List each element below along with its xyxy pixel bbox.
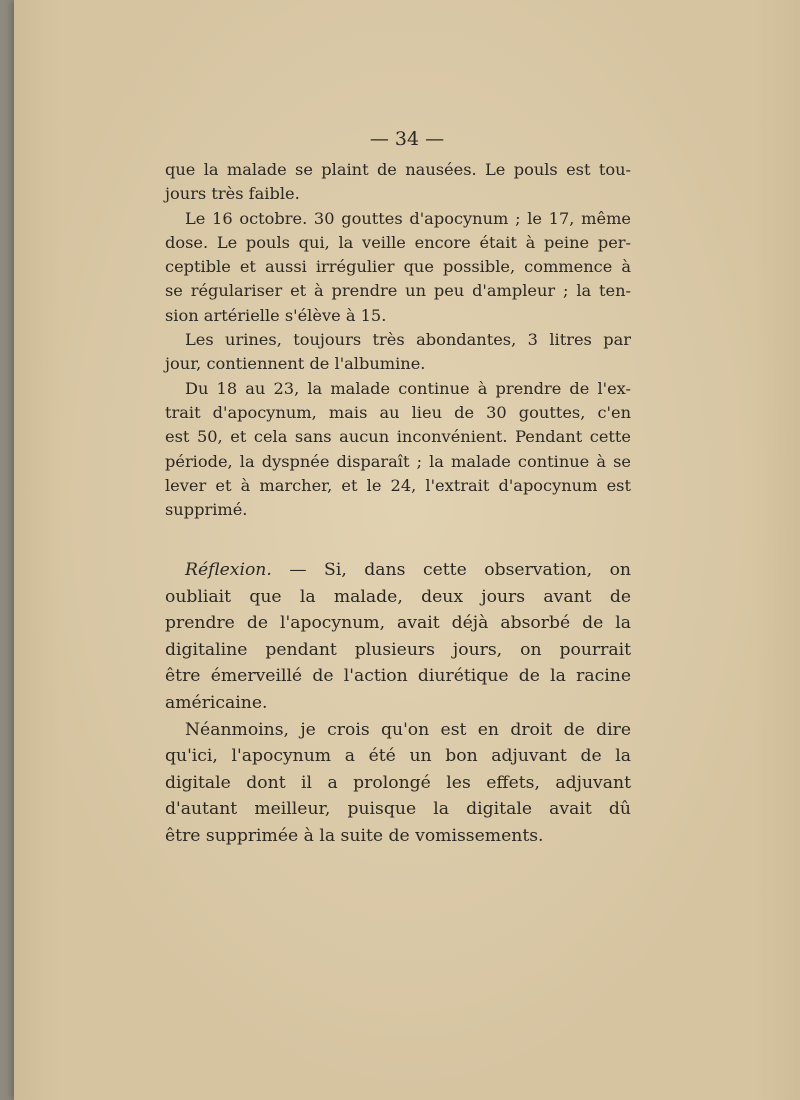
text-line: dose. Le pouls qui, la veille encore était à peine per- — [165, 232, 631, 252]
text-line: digitale dont il a prolongé les effets, adjuvant — [165, 772, 631, 793]
page-number: — 34 — — [369, 128, 445, 150]
text-line: période, la dyspnée disparaît ; la malade continue à se — [165, 451, 631, 471]
text-line: d'autant meilleur, puisque la digitale avait dû — [165, 799, 631, 820]
text-line: être émerveillé de l'action diurétique de la racine — [165, 666, 631, 687]
text-line: sion artérielle s'élève à 15. — [165, 305, 387, 325]
reflexion-heading: Réflexion. — [185, 560, 272, 580]
text-line: Du 18 au 23, la malade continue à prendre de l'ex- — [185, 378, 631, 398]
text-line: lever et à marcher, et le 24, l'extrait d'apocynum est — [165, 475, 631, 495]
text-line: digitaline pendant plusieurs jours, on pourrait — [165, 639, 631, 660]
text-line: Les urines, toujours très abondantes, 3 litres par — [185, 330, 631, 350]
text-line: trait d'apocynum, mais au lieu de 30 gouttes, c'en — [165, 402, 631, 422]
text-line: Néanmoins, je crois qu'on est en droit de dire — [185, 719, 631, 740]
text-line: prendre de l'apocynum, avait déjà absorbé de la — [165, 613, 631, 634]
text-line: que la malade se plaint de nausées. Le pouls est tou- — [165, 160, 631, 179]
text-line: jour, contiennent de l'albumine. — [165, 354, 426, 374]
reflexion-section — [165, 557, 631, 850]
text-line: oubliait que la malade, deux jours avant de — [165, 586, 631, 607]
text-line: supprimé. — [165, 500, 248, 520]
text-line: se régulariser et à prendre un peu d'ampleur ; la ten- — [165, 281, 631, 301]
text-line: Le 16 octobre. 30 gouttes d'apocynum ; le 17, même — [185, 208, 631, 228]
text-line: — Si, dans cette observation, on — [289, 560, 631, 580]
text-line: jours très faible. — [165, 184, 300, 204]
reflexion-first-line — [165, 557, 631, 584]
text-line: américaine. — [165, 692, 268, 713]
text-line: est 50, et cela sans aucun inconvénient. Pendant cette — [165, 427, 631, 447]
text-line: être supprimée à la suite de vomissements. — [165, 825, 544, 846]
book-page — [14, 0, 800, 1100]
text-line: ceptible et aussi irrégulier que possible, commence à — [165, 257, 631, 277]
text-line: qu'ici, l'apocynum a été un bon adjuvant de la — [165, 746, 631, 767]
observation-text — [165, 158, 631, 522]
